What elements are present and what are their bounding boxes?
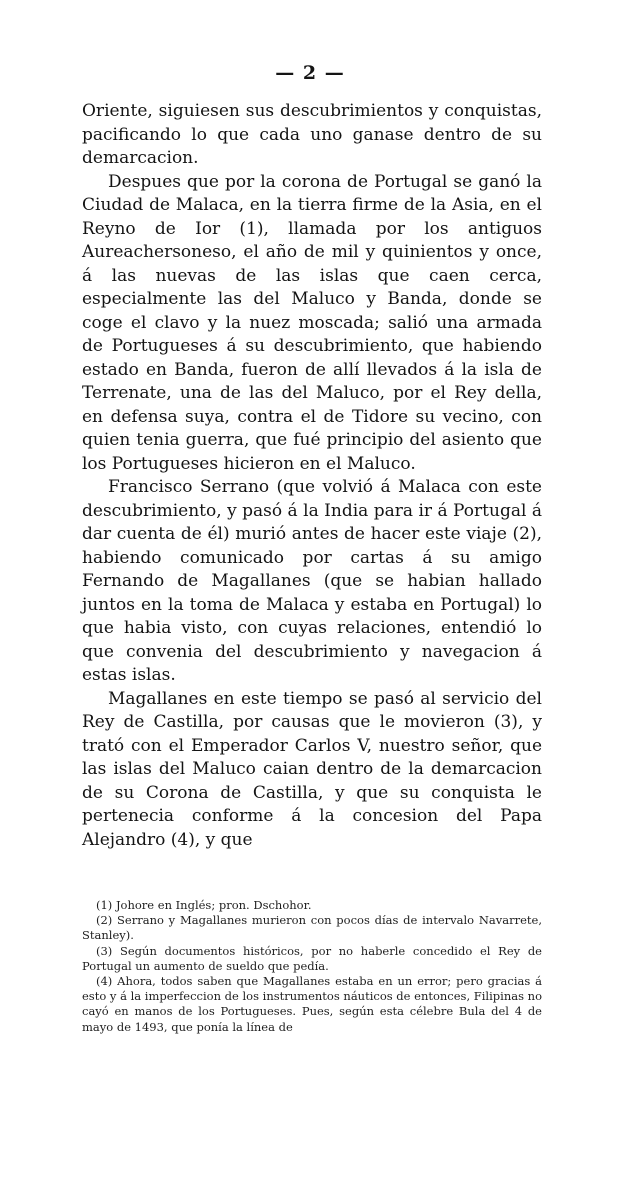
- footnotes: [82, 898, 542, 1035]
- body-text: [82, 100, 542, 852]
- page-number: — 2 —: [275, 62, 345, 84]
- footnote-2: (2) Serrano y Magallanes murieron con pocos días de intervalo Navarrete, Stanley).: [82, 913, 542, 943]
- footnote-4: (4) Ahora, todos saben que Magallanes estaba en un error; pero gracias á esto y á la imperfeccion de los instrumentos náuticos de entonces, Filipinas no cayó en manos de los Portugueses. Pues, según esta célebre Bula del 4 de mayo de 1493, que ponía la línea de: [82, 974, 542, 1034]
- footnote-1: (1) Johore en Inglés; pron. Dschohor.: [96, 898, 312, 912]
- paragraph-4: Magallanes en este tiempo se pasó al servicio del Rey de Castilla, por causas que le movieron (3), y trató con el Emperador Carlos V, nuestro señor, que las islas del Maluco caian dentro de la demarcacion de su Corona de Castilla, y que su conquista le pertenecia conforme á la concesion del Papa Alejandro (4), y que: [82, 688, 542, 850]
- footnote-3: (3) Según documentos históricos, por no haberle concedido el Rey de Portugal un aumento de sueldo que pedía.: [82, 943, 542, 973]
- paragraph-3: Francisco Serrano (que volvió á Malaca con este descubrimiento, y pasó á la India para ir á Portugal á dar cuenta de él) murió antes de hacer este viaje (2), habiendo comunicado por cartas á su amigo Fernando de Magallanes (que se habian hallado juntos en la toma de Malaca y estaba en Portugal) lo que habia visto, con cuyas relaciones, entendió lo que convenia del descubrimiento y navegacion á estas islas.: [82, 477, 542, 685]
- paragraph-2: Despues que por la corona de Portugal se ganó la Ciudad de Malaca, en la tierra firme de la Asia, en el Reyno de Ior (1), llamada por los antiguos Aureachersoneso, el año de mil y quinientos y once, á las nuevas de las islas que caen cerca, especialmente las del Maluco y Banda, donde se coge el clavo y la nuez moscada; salió una armada de Portugueses á su descubrimiento, que habiendo estado en Banda, fueron de allí llevados á la isla de Terrenate, una de las del Maluco, por el Rey della, en defensa suya, contra el de Tidore su vecino, con quien tenia guerra, que fué principio del asiento que los Portugueses hicieron en el Maluco.: [82, 171, 542, 474]
- paragraph-1: Oriente, siguiesen sus descubrimientos y conquistas, pacificando lo que cada uno ganase dentro de su demarcacion.: [82, 101, 542, 168]
